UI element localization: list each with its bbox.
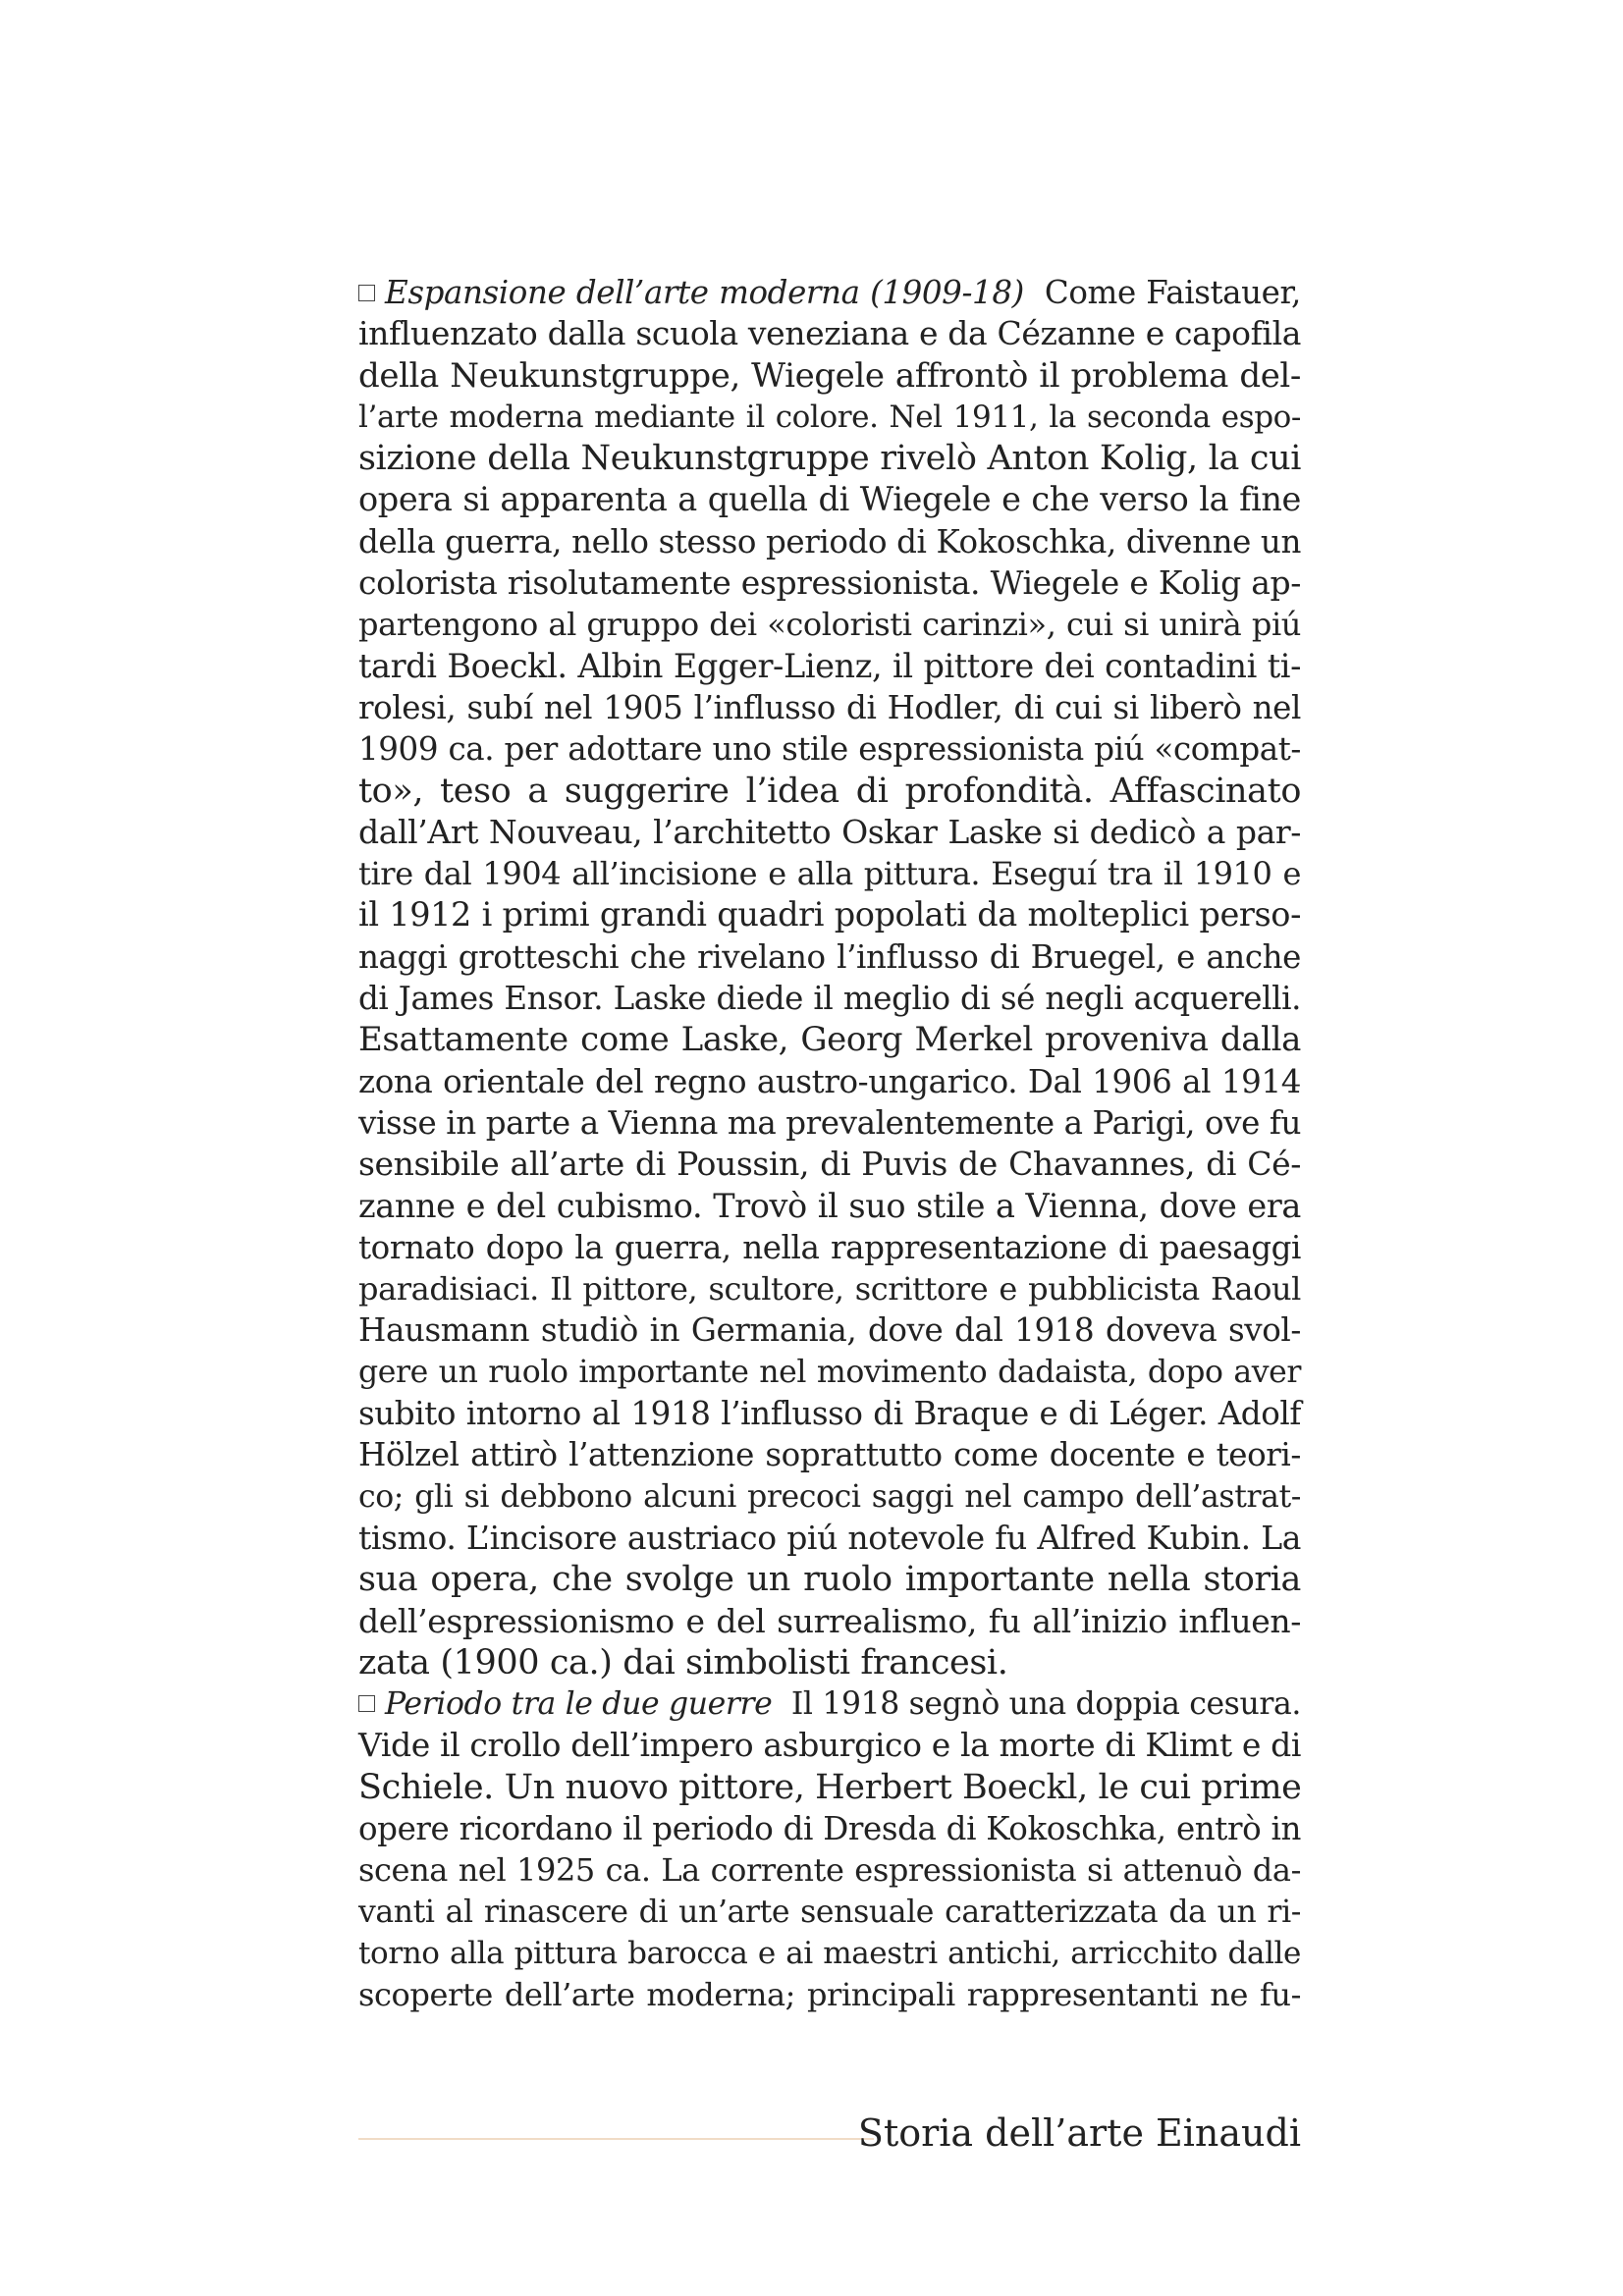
text-line: partengono al gruppo dei «coloristi carinzi», cui si unirà piú (358, 606, 1301, 644)
text-line: sizione della Neukunstgruppe rivelò Anton Kolig, la cui (358, 439, 1301, 479)
text-line: Vide il crollo dell’impero asburgico e la morte di Klimt e di (358, 1726, 1301, 1765)
text-line: subito intorno al 1918 l’influsso di Braque e di Léger. Adolf (358, 1395, 1301, 1433)
text-line: torno alla pittura barocca e ai maestri antichi, arricchito dalle (358, 1935, 1301, 1971)
text-line: influenzato dalla scuola veneziana e da Cézanne e capofila (358, 314, 1301, 353)
section-heading: Espansione dell’arte moderna (1909-18) (385, 274, 1024, 311)
text-line: gere un ruolo importante nel movimento dadaista, dopo aver (358, 1354, 1301, 1390)
text-line: sensibile all’arte di Poussin, di Puvis de Chavannes, di Cé- (358, 1145, 1301, 1184)
section-marker-square-icon (358, 285, 375, 301)
text-line: paradisiaci. Il pittore, scultore, scrittore e pubblicista Raoul (358, 1270, 1301, 1308)
text-line: della Neukunstgruppe, Wiegele affrontò il problema del- (358, 355, 1301, 396)
text-line: Hölzel attirò l’attenzione soprattutto come docente e teori- (358, 1436, 1301, 1474)
text-line: vanti al rinascere di un’arte sensuale caratterizzata da un ri- (358, 1894, 1301, 1930)
text-line: rolesi, subí nel 1905 l’influsso di Hodler, di cui si liberò nel (358, 688, 1301, 726)
text-line: Espansione dell’arte moderna (1909-18) Come Faistauer, (358, 272, 1301, 313)
text-line: zanne e del cubismo. Trovò il suo stile a Vienna, dove era (358, 1186, 1301, 1225)
text-line: tismo. L’incisore austriaco piú notevole fu Alfred Kubin. La (358, 1518, 1301, 1557)
body-text (358, 272, 1301, 2015)
text-line: della guerra, nello stesso periodo di Kokoschka, divenne un (358, 522, 1301, 561)
text-line: opere ricordano il periodo di Dresda di Kokoschka, entrò in (358, 1809, 1301, 1847)
section-marker-square-icon (358, 1695, 375, 1712)
text-line: Hausmann studiò in Germania, dove dal 1918 doveva svol- (358, 1311, 1301, 1350)
text-line: Esattamente come Laske, Georg Merkel proveniva dalla (358, 1020, 1301, 1060)
footer-publisher-label: Storia dell’arte Einaudi (857, 2111, 1301, 2155)
text-line: dell’espressionismo e del surrealismo, fu all’inizio influen- (358, 1601, 1301, 1640)
footer-divider (358, 2138, 874, 2140)
text-line: zata (1900 ca.) dai simbolisti francesi. (358, 1642, 1008, 1682)
text-line: di James Ensor. Laske diede il meglio di sé negli acquerelli. (358, 980, 1301, 1018)
section-heading: Periodo tra le due guerre (385, 1686, 773, 1723)
text-line: opera si apparenta a quella di Wiegele e che verso la fine (358, 480, 1301, 519)
text-line: tornato dopo la guerra, nella rappresentazione di paesaggi (358, 1228, 1301, 1266)
text-line: Schiele. Un nuovo pittore, Herbert Boeckl, le cui prime (358, 1767, 1302, 1807)
text-line: scena nel 1925 ca. La corrente espressionista si attenuò da- (358, 1851, 1301, 1890)
text-line: scoperte dell’arte moderna; principali rappresentanti ne fu- (358, 1976, 1301, 2014)
text-line: tire dal 1904 all’incisione e alla pittura. Eseguí tra il 1910 e (358, 855, 1301, 893)
text-line: to», teso a suggerire l’idea di profondità. Affascinato (358, 771, 1301, 811)
text-line: co; gli si debbono alcuni precoci saggi nel campo dell’astrat- (358, 1478, 1301, 1515)
text-line: Periodo tra le due guerre Il 1918 segnò una doppia cesura. (358, 1683, 1301, 1725)
text-line: il 1912 i primi grandi quadri popolati da molteplici perso- (358, 895, 1301, 934)
text-line: zona orientale del regno austro-ungarico. Dal 1906 al 1914 (358, 1062, 1301, 1100)
text-line: 1909 ca. per adottare uno stile espressionista piú «compat- (358, 730, 1301, 769)
text-line: dall’Art Nouveau, l’architetto Oskar Laske si dedicò a par- (358, 812, 1301, 851)
text-line: colorista risolutamente espressionista. Wiegele e Kolig ap- (358, 563, 1301, 603)
text-line: sua opera, che svolge un ruolo importante nella storia (358, 1560, 1301, 1600)
text-line: visse in parte a Vienna ma prevalentemente a Parigi, ove fu (358, 1103, 1301, 1142)
text-line: l’arte moderna mediante il colore. Nel 1911, la seconda espo- (358, 399, 1301, 435)
text-line: naggi grotteschi che rivelano l’influsso di Bruegel, e anche (358, 937, 1301, 976)
text-line: tardi Boeckl. Albin Egger-Lienz, il pittore dei contadini ti- (358, 646, 1301, 685)
